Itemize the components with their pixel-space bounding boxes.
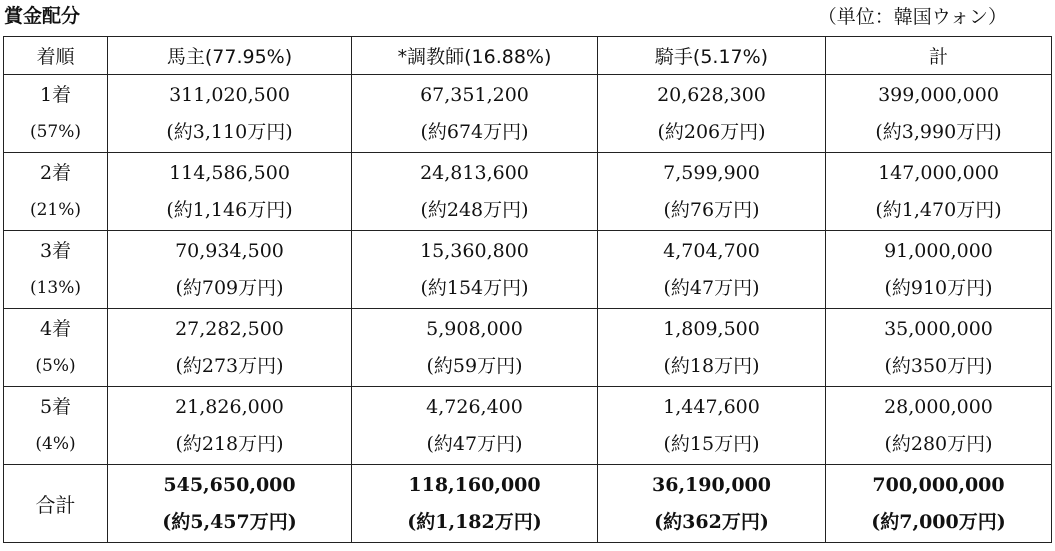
won-value: 700,000,000 [872,473,1005,496]
won-value: 118,160,000 [408,473,541,496]
rank-share: (13%) [29,277,82,298]
jockey-total-cell [598,465,826,543]
won-value: 1,809,500 [663,317,760,340]
won-value: 147,000,000 [878,161,999,184]
won-value: 20,628,300 [657,83,766,106]
table-row [4,231,1052,309]
owner-total-cell [108,465,352,543]
yen-value: (約248万円) [420,198,529,221]
table-row [4,387,1052,465]
yen-value: (約76万円) [663,198,760,221]
jockey-cell [598,309,826,387]
total-row [4,465,1052,543]
owner-cell [108,231,352,309]
yen-value: (約3,110万円) [166,120,293,143]
sum-cell [826,387,1052,465]
rank-label: 1着 [39,83,72,106]
yen-value: (約910万円) [884,276,993,299]
header-row [4,37,1052,75]
won-value: 21,826,000 [175,395,284,418]
won-value: 67,351,200 [420,83,529,106]
header-total: 計 [826,37,1052,75]
owner-cell [108,75,352,153]
trainer-cell [352,387,598,465]
trainer-cell [352,231,598,309]
yen-value: (約47万円) [663,276,760,299]
table-row [4,75,1052,153]
yen-value: (約280万円) [884,432,993,455]
won-value: 24,813,600 [420,161,529,184]
yen-value: (約206万円) [657,120,766,143]
trainer-cell [352,75,598,153]
jockey-cell [598,231,826,309]
rank-cell [4,153,108,231]
won-value: 28,000,000 [884,395,993,418]
yen-value: (約59万円) [426,354,523,377]
won-value: 35,000,000 [884,317,993,340]
yen-value: (約1,470万円) [875,198,1002,221]
won-value: 70,934,500 [175,239,284,262]
header-trainer: *調教師(16.88%) [352,37,598,75]
rank-label: 5着 [39,395,72,418]
unit-note: （単位：韓国ウォン） [817,6,1007,28]
prize-distribution-table [3,36,1052,543]
trainer-cell [352,309,598,387]
won-value: 4,726,400 [426,395,523,418]
rank-share: (57%) [29,121,82,142]
jockey-cell [598,387,826,465]
won-value: 4,704,700 [663,239,760,262]
rank-share: (21%) [29,199,82,220]
rank-share: (5%) [35,355,76,376]
won-value: 7,599,900 [663,161,760,184]
won-value: 27,282,500 [175,317,284,340]
table-title: 賞金配分 [4,5,81,27]
won-value: 311,020,500 [169,83,290,106]
yen-value: (約3,990万円) [875,120,1002,143]
grand-total-cell [826,465,1052,543]
won-value: 91,000,000 [884,239,993,262]
yen-value: (約350万円) [884,354,993,377]
owner-cell [108,309,352,387]
sum-cell [826,75,1052,153]
yen-value: (約154万円) [420,276,529,299]
rank-label: 4着 [39,317,72,340]
rank-share: (4%) [35,433,76,454]
header-owner: 馬主(77.95%) [108,37,352,75]
yen-value: (約7,000万円) [871,510,1006,533]
rank-cell [4,231,108,309]
yen-value: (約273万円) [175,354,284,377]
yen-value: (約709万円) [175,276,284,299]
rank-cell [4,75,108,153]
trainer-cell [352,153,598,231]
table-row [4,309,1052,387]
yen-value: (約1,146万円) [166,198,293,221]
won-value: 15,360,800 [420,239,529,262]
yen-value: (約5,457万円) [162,510,297,533]
rank-cell [4,387,108,465]
won-value: 545,650,000 [163,473,296,496]
rank-label: 3着 [39,239,72,262]
owner-cell [108,387,352,465]
rank-cell [4,309,108,387]
sum-cell [826,231,1052,309]
won-value: 1,447,600 [663,395,760,418]
yen-value: (約15万円) [663,432,760,455]
sum-cell [826,309,1052,387]
yen-value: (約18万円) [663,354,760,377]
header-rank: 着順 [4,37,108,75]
sum-cell [826,153,1052,231]
won-value: 399,000,000 [878,83,999,106]
owner-cell [108,153,352,231]
yen-value: (約1,182万円) [407,510,542,533]
total-label: 合計 [4,465,108,543]
yen-value: (約674万円) [420,120,529,143]
trainer-total-cell [352,465,598,543]
won-value: 5,908,000 [426,317,523,340]
won-value: 36,190,000 [652,473,771,496]
jockey-cell [598,153,826,231]
header-jockey: 騎手(5.17%) [598,37,826,75]
yen-value: (約47万円) [426,432,523,455]
won-value: 114,586,500 [169,161,290,184]
page-header [0,0,1055,34]
rank-label: 2着 [39,161,72,184]
yen-value: (約218万円) [175,432,284,455]
yen-value: (約362万円) [654,510,769,533]
jockey-cell [598,75,826,153]
table-row [4,153,1052,231]
